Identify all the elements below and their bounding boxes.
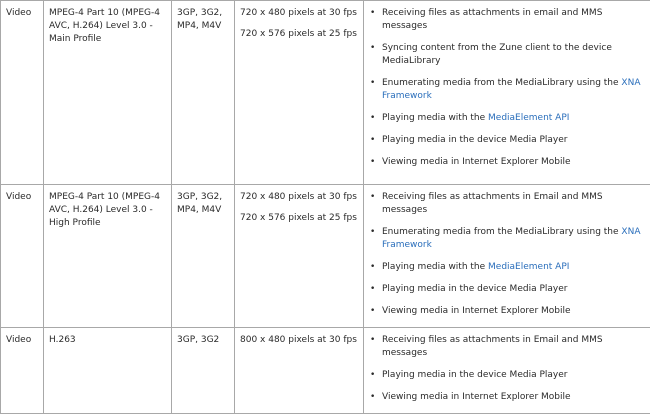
bullet-icon: •	[370, 42, 375, 55]
codec-cell	[44, 1, 172, 185]
list-item	[369, 134, 646, 147]
uses-list	[369, 191, 646, 318]
codec-cell	[44, 328, 172, 414]
list-item	[369, 156, 646, 169]
codec-name: MPEG-4 Part 10 (MPEG-4 AVC, H.264) Level 3.0 - Main Profile	[49, 8, 160, 44]
bullet-icon: •	[370, 77, 375, 90]
list-item	[369, 391, 646, 404]
media-type: Video	[6, 192, 31, 202]
use-text: Viewing media in Internet Explorer Mobile	[382, 157, 571, 167]
use-text: Viewing media in Internet Explorer Mobile	[382, 392, 571, 402]
list-item	[369, 112, 646, 125]
supported-uses-cell	[364, 328, 650, 414]
resolution-value: 720 x 576 pixels at 25 fps	[240, 212, 359, 225]
media-type-cell	[1, 1, 44, 185]
supported-uses-cell	[364, 1, 650, 185]
codec-name: H.263	[49, 335, 76, 345]
resolution-value: 720 x 480 pixels at 30 fps	[240, 7, 359, 20]
bullet-icon: •	[370, 7, 375, 20]
table-row	[1, 1, 650, 185]
codec-name: MPEG-4 Part 10 (MPEG-4 AVC, H.264) Level 3.0 - High Profile	[49, 192, 160, 228]
bullet-icon: •	[370, 156, 375, 169]
use-text: Playing media in the device Media Player	[382, 284, 567, 294]
use-text: Viewing media in Internet Explorer Mobile	[382, 306, 571, 316]
bullet-icon: •	[370, 112, 375, 125]
file-formats: 3GP, 3G2	[177, 335, 219, 345]
resolution-value: 720 x 576 pixels at 25 fps	[240, 28, 359, 41]
supported-uses-cell	[364, 185, 650, 328]
list-item	[369, 7, 646, 33]
use-text: Enumerating media from the MediaLibrary using the	[382, 78, 621, 88]
use-text: Receiving files as attachments in Email and MMS messages	[382, 335, 603, 358]
use-text: Syncing content from the Zune client to the device MediaLibrary	[382, 43, 612, 66]
use-text: Playing media with the	[382, 113, 488, 123]
resolution-cell	[235, 328, 364, 414]
file-formats-cell	[172, 328, 235, 414]
doc-link[interactable]: MediaElement API	[488, 262, 569, 272]
uses-list	[369, 334, 646, 404]
media-type-cell	[1, 328, 44, 414]
media-type: Video	[6, 8, 31, 18]
list-item	[369, 369, 646, 382]
table-row	[1, 185, 650, 328]
list-item	[369, 283, 646, 296]
table-body	[1, 1, 650, 414]
file-formats: 3GP, 3G2, MP4, M4V	[177, 8, 222, 31]
use-text: Receiving files as attachments in Email and MMS messages	[382, 192, 603, 215]
file-formats: 3GP, 3G2, MP4, M4V	[177, 192, 222, 215]
bullet-icon: •	[370, 191, 375, 204]
resolution-cell	[235, 1, 364, 185]
use-text: Receiving files as attachments in email and MMS messages	[382, 8, 602, 31]
doc-link[interactable]: XNA Framework	[382, 227, 640, 250]
bullet-icon: •	[370, 369, 375, 382]
doc-link[interactable]: MediaElement API	[488, 113, 569, 123]
table-row	[1, 328, 650, 414]
bullet-icon: •	[370, 391, 375, 404]
list-item	[369, 305, 646, 318]
bullet-icon: •	[370, 226, 375, 239]
list-item	[369, 226, 646, 252]
uses-list	[369, 7, 646, 169]
list-item	[369, 42, 646, 68]
list-item	[369, 261, 646, 274]
media-type-cell	[1, 185, 44, 328]
file-formats-cell	[172, 1, 235, 185]
use-text: Enumerating media from the MediaLibrary using the	[382, 227, 621, 237]
doc-link[interactable]: XNA Framework	[382, 78, 640, 101]
bullet-icon: •	[370, 134, 375, 147]
bullet-icon: •	[370, 334, 375, 347]
resolution-value: 720 x 480 pixels at 30 fps	[240, 191, 359, 204]
media-type: Video	[6, 335, 31, 345]
bullet-icon: •	[370, 283, 375, 296]
codec-cell	[44, 185, 172, 328]
use-text: Playing media with the	[382, 262, 488, 272]
use-text: Playing media in the device Media Player	[382, 370, 567, 380]
list-item	[369, 191, 646, 217]
resolution-cell	[235, 185, 364, 328]
resolution-value: 800 x 480 pixels at 30 fps	[240, 334, 359, 347]
list-item	[369, 77, 646, 103]
use-text: Playing media in the device Media Player	[382, 135, 567, 145]
bullet-icon: •	[370, 261, 375, 274]
list-item	[369, 334, 646, 360]
bullet-icon: •	[370, 305, 375, 318]
file-formats-cell	[172, 185, 235, 328]
